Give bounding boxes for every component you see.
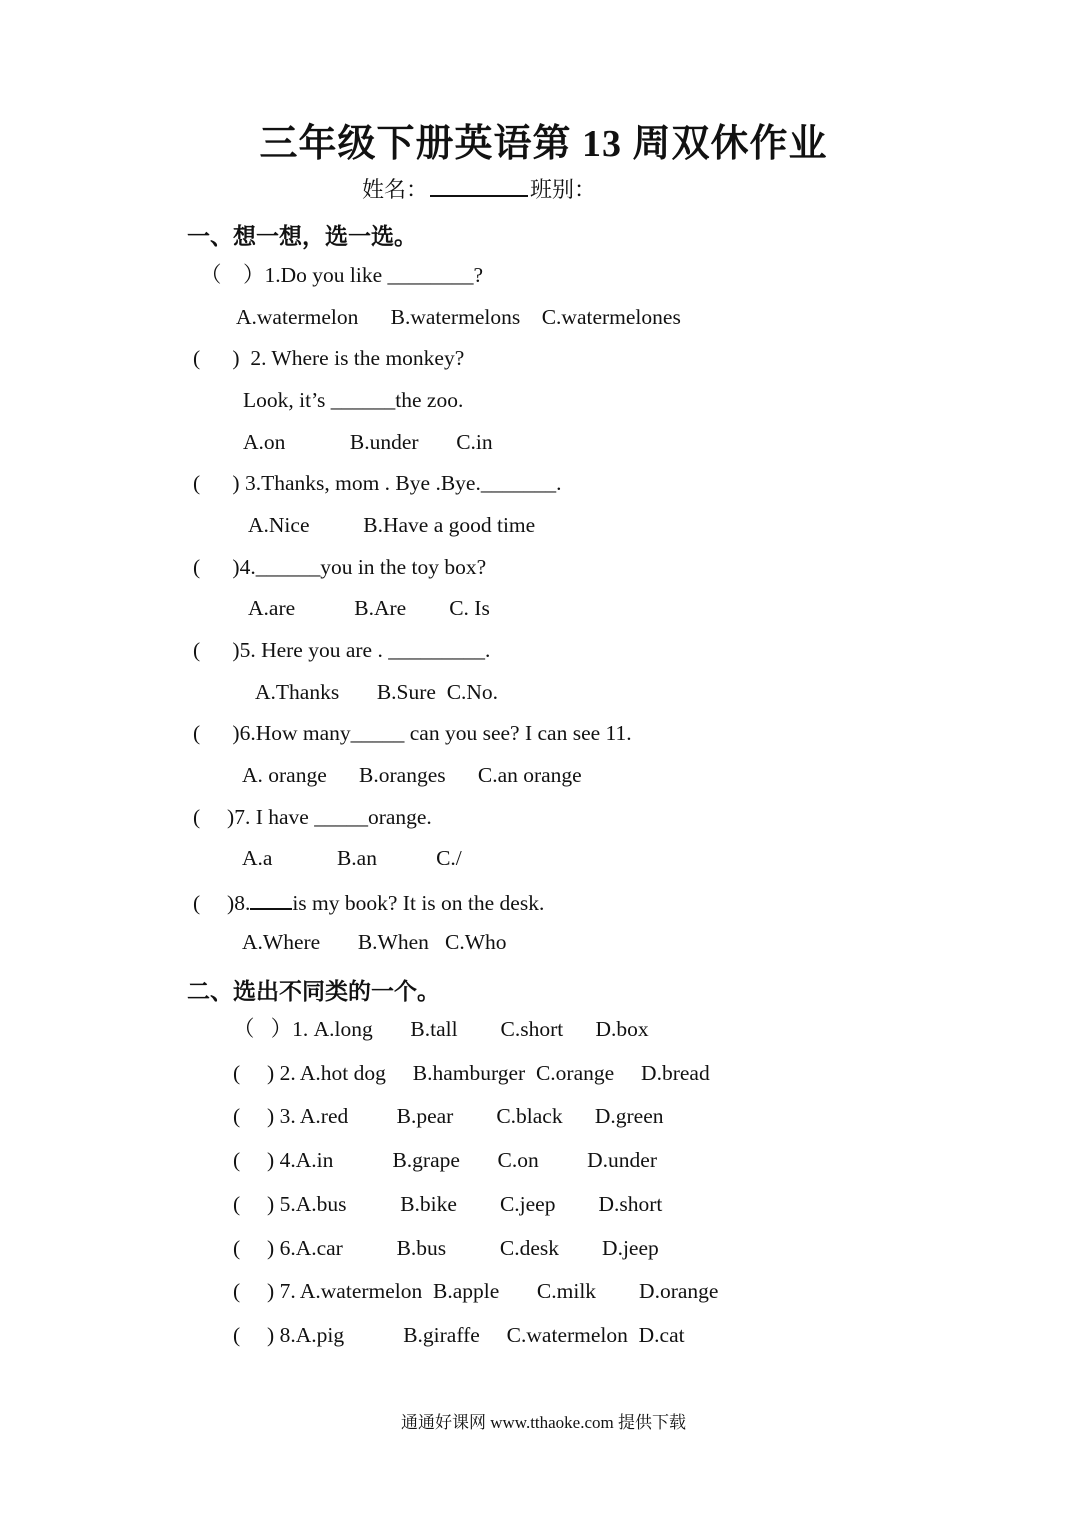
- question-5-options: A.Thanks B.Sure C.No.: [255, 680, 499, 704]
- odd-one-out-1: （ ）1. A.long B.tall C.short D.box: [233, 1017, 649, 1041]
- question-6: ( )6.How many_____ can you see? I can see 11.: [193, 721, 632, 745]
- question-8-blank: [250, 890, 292, 910]
- name-blank: [430, 177, 528, 197]
- question-4: ( )4.______you in the toy box?: [193, 555, 487, 579]
- odd-one-out-7: ( ) 7. A.watermelon B.apple C.milk D.orange: [233, 1279, 719, 1303]
- student-info-line: [362, 173, 596, 204]
- footer-credit: 通通好课网 www.tthaoke.com 提供下载: [400, 1413, 687, 1432]
- question-6-options: A. orange B.oranges C.an orange: [242, 763, 582, 787]
- name-label: 姓名：: [362, 177, 429, 202]
- section1-heading: 一、想一想，选一选。: [187, 224, 417, 249]
- section2-heading: 二、选出不同类的一个。: [187, 979, 440, 1004]
- question-3-options: A.Nice B.Have a good time: [248, 513, 536, 537]
- odd-one-out-2: ( ) 2. A.hot dog B.hamburger C.orange D.bread: [233, 1061, 710, 1085]
- odd-one-out-5: ( ) 5.A.bus B.bike C.jeep D.short: [233, 1192, 663, 1216]
- class-label: 班别：: [530, 177, 597, 202]
- question-8-suffix: is my book? It is on the desk.: [292, 891, 545, 915]
- question-5: ( )5. Here you are . _________.: [193, 638, 491, 662]
- odd-one-out-3: ( ) 3. A.red B.pear C.black D.green: [233, 1104, 664, 1128]
- question-4-options: A.are B.Are C. Is: [248, 596, 490, 620]
- question-7: ( )7. I have _____orange.: [193, 805, 432, 829]
- odd-one-out-6: ( ) 6.A.car B.bus C.desk D.jeep: [233, 1236, 659, 1260]
- question-7-options: A.a B.an C./: [242, 846, 462, 870]
- odd-one-out-8: ( ) 8.A.pig B.giraffe C.watermelon D.cat: [233, 1323, 685, 1347]
- odd-one-out-4: ( ) 4.A.in B.grape C.on D.under: [233, 1148, 657, 1172]
- question-2-options: A.on B.under C.in: [243, 430, 493, 454]
- question-2: ( ) 2. Where is the monkey?: [193, 346, 465, 370]
- question-1-options: A.watermelon B.watermelons C.watermelones: [236, 305, 681, 329]
- question-2-sub: Look, it’s ______the zoo.: [243, 388, 464, 412]
- question-8: [193, 890, 544, 915]
- page-title: 三年级下册英语第 13 周双休作业: [259, 123, 828, 165]
- question-8-prefix: ( )8.: [193, 891, 251, 915]
- question-1: （ ）1.Do you like ________?: [200, 263, 484, 287]
- question-3: ( ) 3.Thanks, mom . Bye .Bye._______.: [193, 471, 562, 495]
- question-8-options: A.Where B.When C.Who: [242, 930, 507, 954]
